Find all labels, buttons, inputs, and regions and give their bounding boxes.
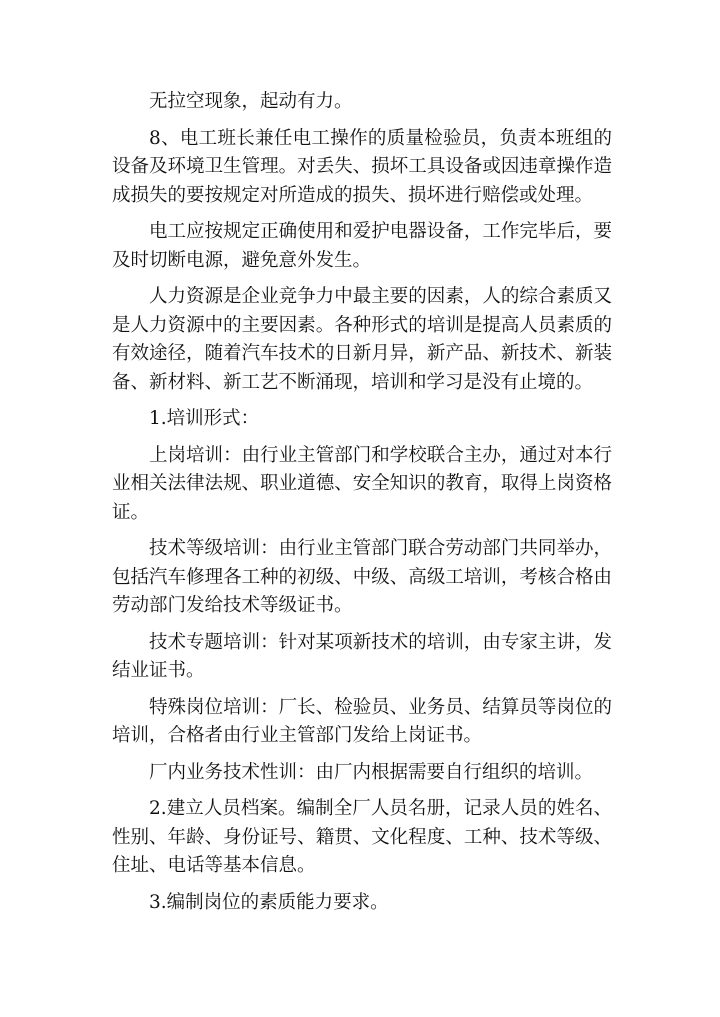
paragraph-skill-level-training: 技术等级培训：由行业主管部门联合劳动部门共同举办，包括汽车修理各工种的初级、中级、高级工培训，考核合格由劳动部门发给技术等级证书。 [112, 538, 612, 616]
paragraph-onboarding-training: 上岗培训：由行业主管部门和学校联合主办，通过对本行业相关法律法规、职业道德、安全知识的教育，取得上岗资格证。 [112, 444, 612, 523]
paragraph-electrician-supervisor: 8、电工班长兼任电工操作的质量检验员，负责本班组的设备及环境卫生管理。对丢失、损坏工具设备或因违章操作造成损失的要按规定对所造成的损失、损坏进行赔偿或处理。 [112, 127, 612, 206]
paragraph-post-requirements: 3.编制岗位的素质能力要求。 [149, 891, 389, 913]
paragraph-human-resources: 人力资源是企业竞争力中最主要的因素，人的综合素质又是人力资源中的主要因素。各种形式的培训是提高人员素质的有效途径，随着汽车技术的日新月异，新产品、新技术、新装备、新材料、新工艺不断涌现，培训和学习是没有止境的。 [112, 286, 612, 393]
paragraph-special-post-training: 特殊岗位培训：厂长、检验员、业务员、结算员等岗位的培训，合格者由行业主管部门发给上岗证书。 [112, 696, 612, 746]
paragraph-continuation: 无拉空现象，起动有力。 [149, 91, 353, 112]
document-page [112, 88, 612, 925]
paragraph-special-topic-training: 技术专题培训：针对某项新技术的培训，由专家主讲，发结业证书。 [112, 631, 612, 681]
paragraph-personnel-files: 2.建立人员档案。编制全厂人员名册，记录人员的姓名、性别、年龄、身份证号、籍贯、文化程度、工种、技术等级、住址、电话等基本信息。 [112, 798, 612, 876]
paragraph-in-house-training: 厂内业务技术性训：由厂内根据需要自行组织的培训。 [149, 761, 594, 783]
paragraph-equipment-care: 电工应按规定正确使用和爱护电器设备，工作完毕后，要及时切断电源，避免意外发生。 [112, 221, 612, 271]
heading-training-forms: 1.培训形式： [149, 408, 260, 429]
